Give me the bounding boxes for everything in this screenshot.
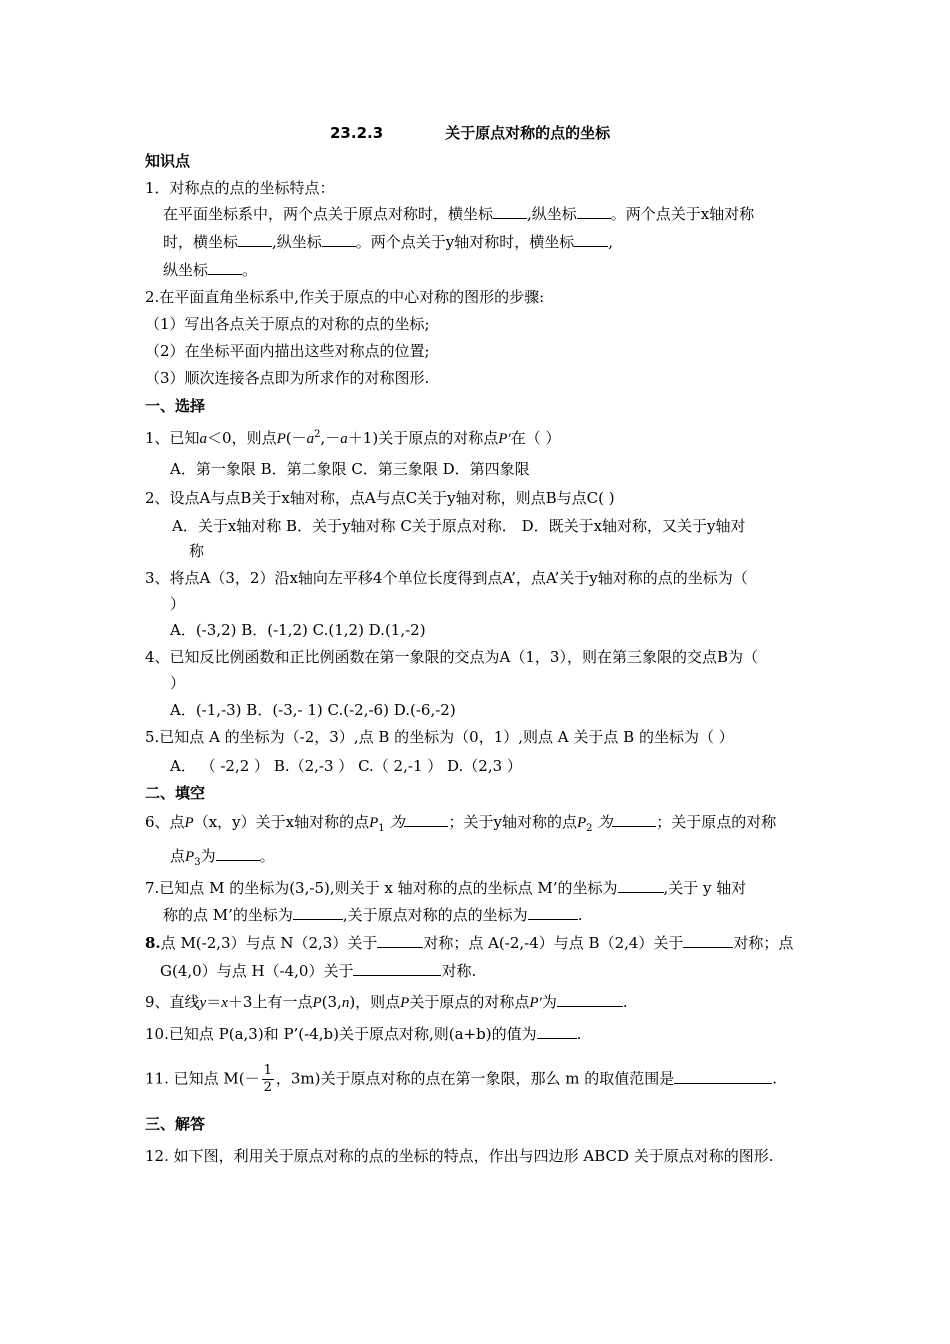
question-10: 10.已知点 P(a,3)和 P’(-4,b)关于原点对称,则(a+b)的值为 . <box>145 1025 582 1043</box>
question-4-line-1: 4、已知反比例函数和正比例函数在第一象限的交点为A（1，3），则在第三象限的交点B为（ <box>145 648 758 666</box>
step-3: （3）顺次连接各点即为所求作的对称图形. <box>145 369 430 387</box>
question-7-line-2: 称的点 M’的坐标为 ,关于原点对称的点的坐标为 . <box>163 906 583 924</box>
question-9: 9、直线y＝x＋3上有一点P(3,n)，则点P关于原点的对称点P′为 . <box>145 993 628 1011</box>
question-8-line-2: G(4,0）与点 H（-4,0）关于 对称. <box>160 962 477 980</box>
question-3-line-1: 3、将点A（3，2）沿x轴向左平移4个单位长度得到点A’，点A’关于y轴对称的点的坐标为（ <box>145 569 748 587</box>
blank <box>574 231 608 247</box>
question-2-options-line-2: 称 <box>189 542 205 560</box>
question-12: 12. 如下图，利用关于原点对称的点的坐标的特点，作出与四边形 ABCD 关于原点对称的图形. <box>145 1147 774 1165</box>
blank <box>577 203 611 219</box>
blank <box>216 845 260 861</box>
title-number: 23.2.3 <box>330 124 384 142</box>
question-1-options: A．第一象限 B．第二象限 C．第三象限 D．第四象限 <box>170 460 530 478</box>
question-3-line-2: ） <box>170 595 186 613</box>
question-7-line-1: 7.已知点 M 的坐标为(3,-5),则关于 x 轴对称的点的坐标点 M’的坐标为 ,关于 y 轴对 <box>145 879 747 897</box>
knowledge-point-1-title: 1．对称点的点的坐标特点： <box>145 179 335 197</box>
blank <box>322 231 356 247</box>
blank <box>618 877 664 893</box>
question-3-options: A．(-3,2) B．(-1,2) C.(1,2) D.(1,-2) <box>170 621 426 639</box>
blank <box>293 904 343 920</box>
knowledge-point-1-line-3: 纵坐标 。 <box>163 261 258 279</box>
question-6-line-2: 点$P_3$为 。 <box>170 847 275 868</box>
question-4-options: A．(-1,-3) B．(-3,- 1) C.(-2,-6) D.(-6,-2) <box>170 701 456 719</box>
step-1: （1）写出各点关于原点的对称的点的坐标; <box>145 315 430 333</box>
blank <box>353 960 441 976</box>
fraction-one-half: $\frac{1}{2}$ <box>263 1063 272 1095</box>
knowledge-point-1-line-1: 在平面坐标系中，两个点关于原点对称时，横坐标 ,纵坐标 。两个点关于x轴对称 <box>163 205 755 223</box>
knowledge-point-2-title: 2.在平面直角坐标系中,作关于原点的中心对称的图形的步骤: <box>145 288 545 306</box>
blank <box>404 811 448 827</box>
blank <box>528 904 578 920</box>
page-title <box>330 122 610 144</box>
blank <box>557 991 623 1007</box>
blank <box>537 1023 577 1039</box>
blank <box>612 811 656 827</box>
question-8-line-1: 8.点 M(-2,3）与点 N（2,3）关于 对称；点 A(-2,-4）与点 B（2,4）关于 对称；点 <box>145 934 794 952</box>
section-1-heading: 一、选择 <box>145 397 206 415</box>
blank <box>208 259 242 275</box>
blank <box>238 231 272 247</box>
question-6-line-1: 6、点P（x，y）关于x轴对称的点$P_1$ 为 ；关于y轴对称的点$P_2$ 为 ；关于原点的对称 <box>145 813 777 834</box>
question-5: 5.已知点 A 的坐标为（-2，3）,点 B 的坐标为（0，1）,则点 A 关于点 B 的坐标为（ ） <box>145 728 734 746</box>
blank <box>377 932 423 948</box>
blank <box>493 203 527 219</box>
question-2: 2、设点A与点B关于x轴对称，点A与点C关于y轴对称，则点B与点C( ) <box>145 489 615 507</box>
question-2-options-line-1: A．关于x轴对称 B．关于y轴对称 C关于原点对称． D．既关于x轴对称，又关于y轴对 <box>172 517 746 535</box>
section-2-heading: 二、填空 <box>145 784 206 802</box>
knowledge-heading: 知识点 <box>145 152 191 170</box>
step-2: （2）在坐标平面内描出这些对称点的位置; <box>145 342 430 360</box>
question-1: 1、已知a＜0，则点$P(-a^2,-a+1)$关于原点的对称点P′在（ ） <box>145 429 561 447</box>
section-3-heading: 三、解答 <box>145 1115 206 1133</box>
blank <box>674 1068 772 1084</box>
question-4-line-2: ） <box>170 674 186 692</box>
question-11: 11. 已知点 M(－ $\frac{1}{2}$ ，3m)关于原点对称的点在第一象限，那么 m 的取值范围是 . <box>145 1063 778 1095</box>
blank <box>683 932 733 948</box>
title-text: 关于原点对称的点的坐标 <box>445 124 611 142</box>
knowledge-point-1-line-2: 时，横坐标 ,纵坐标 。两个点关于y轴对称时，横坐标 , <box>163 233 614 251</box>
question-5-options: A． （ -2,2 ） B.（2,-3 ） C.（ 2,-1 ） D.（2,3 ） <box>170 757 522 775</box>
